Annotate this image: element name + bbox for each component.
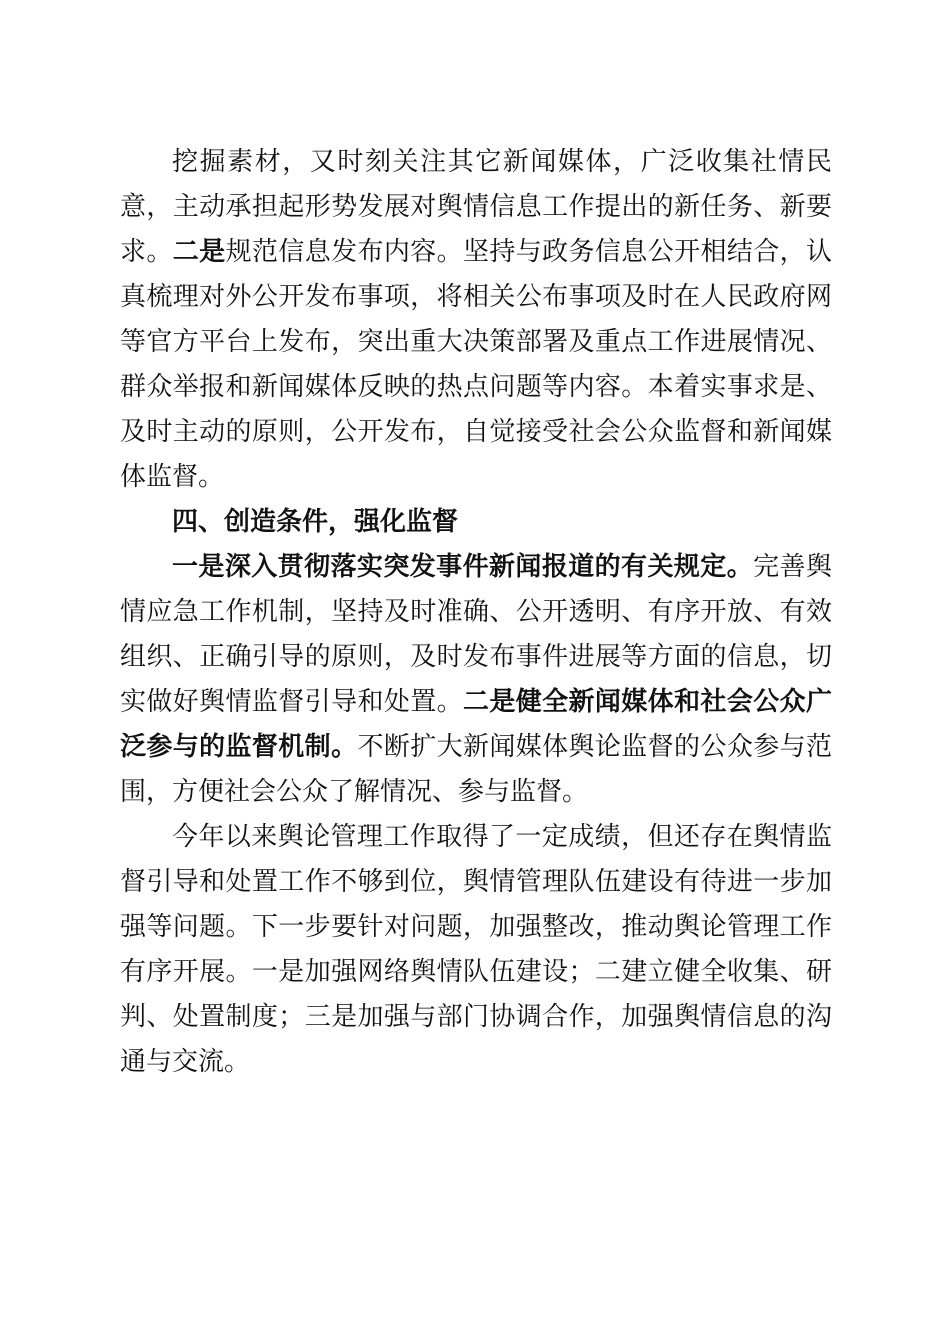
paragraph-text: 挖掘素材，又时刻关注其它新闻媒体，广泛收集社情民意，主动承担起形势发展对舆情信息工作提出的新任务、新要求。 bbox=[120, 147, 832, 267]
point-two-lead: 二是健全新闻媒体和社会公众广泛参与的监督机制。 bbox=[120, 687, 832, 762]
paragraph-summary: 今年以来舆论管理工作取得了一定成绩，但还存在舆情监督引导和处置工作不够到位，舆情管理队伍建设有待进一步加强等问题。下一步要针对问题，加强整改，推动舆论管理工作有序开展。一是加强网络舆情队伍建设；二建立健全收集、研判、处置制度；三是加强与部门协调合作，加强舆情信息的沟通与交流。 bbox=[120, 822, 832, 1077]
point-one-lead: 一是深入贯彻落实突发事件新闻报道的有关规定。 bbox=[172, 552, 754, 582]
document-body bbox=[120, 140, 832, 1085]
paragraph-text: 完善舆情应急工作机制，坚持及时准确、公开透明、有序开放、有效组织、正确引导的原则，及时发布事件进展等方面的信息，切实做好舆情监督引导和处置。 bbox=[120, 552, 832, 717]
point-two-lead: 二是 bbox=[172, 237, 226, 267]
paragraph-supervision bbox=[120, 545, 832, 815]
paragraph-text: 不断扩大新闻媒体舆论监督的公众参与范围，方便社会公众了解情况、参与监督。 bbox=[120, 732, 832, 807]
paragraph-text: 规范信息发布内容。坚持与政务信息公开相结合，认真梳理对外公开发布事项，将相关公布事项及时在人民政府网等官方平台上发布，突出重大决策部署及重点工作进展情况、群众举报和新闻媒体反映的热点问题等内容。本着实事求是、及时主动的原则，公开发布，自觉接受社会公众监督和新闻媒体监督。 bbox=[120, 237, 832, 492]
paragraph-info-collection bbox=[120, 140, 832, 500]
section-heading: 四、创造条件，强化监督 bbox=[172, 507, 459, 537]
